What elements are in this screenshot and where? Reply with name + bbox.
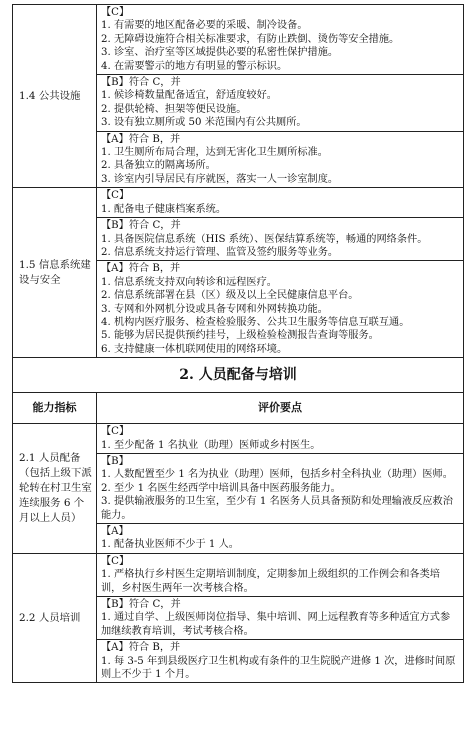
criteria-item: 1. 配备电子健康档案系统。 [101,203,227,215]
level-label: 【C】 [101,426,130,438]
indicator-row [13,5,464,188]
indicator-name: 2.1 人员配备（包括上级下派轮转在村卫生室连续服务 6 个月以上人员） [13,424,97,554]
table-body-section-2-header [13,358,464,424]
table-body-section-2 [13,424,464,683]
level-label: 【C】 [101,7,130,18]
level-label: 【B】符合 C，并 [101,599,181,611]
criteria-item: 1. 严格执行乡村医生定期培训制度，定期参加上级组织的工作例会和各类培训，乡村医生两年一次考核合格。 [101,569,440,594]
criteria-item: 1. 卫生厕所布局合理，达到无害化卫生厕所标准。 [101,147,328,159]
column-header-indicator: 能力指标 [13,393,97,424]
criteria-item: 2. 信息系统部署在县（区）级及以上全民健康信息平台。 [101,290,359,302]
indicator-row [13,188,464,358]
criteria-item: 3. 专网和外网机分设或具备专网和外网转换功能。 [101,303,328,315]
section-title: 2. 人员配备与培训 [13,358,464,393]
criteria-item: 1. 配备执业医师不少于 1 人。 [101,539,239,551]
indicator-name: 1.5 信息系统建设与安全 [13,188,97,358]
level-block [97,260,463,357]
criteria-item: 4. 机构内医疗服务、检查检验服务、公共卫生服务等信息互联互通。 [101,316,410,328]
level-label: 【A】 [101,526,129,537]
criteria-item: 1. 人数配置至少 1 名为执业（助理）医师，包括乡村全科执业（助理）医师。 [101,469,453,481]
level-block [97,596,463,639]
section-title-row [13,358,464,393]
level-label: 【C】 [101,555,130,567]
level-block [97,188,463,217]
table-body-section-1 [13,5,464,358]
criteria-item: 2. 无障碍设施符合相关标准要求，有防止跌倒、烫伤等安全措施。 [101,33,400,45]
criteria-item: 1. 信息系统支持双向转诊和远程医疗。 [101,276,277,288]
criteria-item: 2. 提供轮椅、担架等便民设施。 [101,103,247,115]
criteria-item: 5. 能够为居民提供预约挂号，上级检验检测报告查询等服务。 [101,330,379,342]
level-block [97,131,463,188]
criteria-item: 6. 支持健康一体机联网使用的网络环境。 [101,343,288,355]
criteria-item: 1. 具备医院信息系统（HIS 系统）、医保结算系统等，畅通的网络条件。 [101,233,428,245]
indicator-row [13,424,464,554]
criteria-item: 3. 提供输液服务的卫生室，至少有 1 名医务人员具备预防和处理输液反应救治能力。 [101,496,453,521]
criteria-item: 2. 至少 1 名医生经西学中培训具备中医药服务能力。 [101,482,341,494]
column-header-criteria: 评价要点 [97,393,464,424]
level-block [97,5,463,74]
level-block [97,217,463,260]
indicator-name: 1.4 公共设施 [13,5,97,188]
level-label: 【A】符合 B，并 [101,133,181,145]
level-label: 【A】符合 B，并 [101,642,181,654]
criteria-cell [97,553,464,683]
indicator-row [13,553,464,683]
level-label: 【B】 [101,455,129,467]
criteria-cell [97,5,464,188]
level-label: 【C】 [101,190,130,202]
level-block [97,554,463,596]
criteria-item: 3. 诊室内引导居民有序就医，落实一人一诊室制度。 [101,173,339,185]
level-label: 【A】符合 B，并 [101,263,181,275]
level-block [97,639,463,682]
criteria-item: 3. 设有独立厕所或 50 米范围内有公共厕所。 [101,117,307,129]
criteria-item: 1. 至少配备 1 名执业（助理）医师或乡村医生。 [101,439,321,451]
level-label: 【B】符合 C，并 [101,220,181,232]
level-label: 【B】符合 C，并 [101,77,181,89]
criteria-item: 1. 通过自学、上级医师岗位指导、集中培训、网上远程教育等多种适宜方式参加继续教育培训，考试考核合格。 [101,612,451,637]
criteria-item: 2. 信息系统支持运行管理、监管及签约服务等业务。 [101,246,339,258]
criteria-item: 1. 候诊椅数量配备适宜，舒适度较好。 [101,90,277,102]
criteria-item: 3. 诊室、治疗室等区域提供必要的私密性保护措施。 [101,47,339,59]
level-block [97,453,463,523]
level-block [97,523,463,553]
criteria-item: 2. 具备独立的隔离场所。 [101,160,216,172]
criteria-cell [97,188,464,358]
level-block [97,74,463,131]
level-block [97,424,463,453]
indicator-name: 2.2 人员培训 [13,553,97,683]
criteria-item: 1. 每 3-5 年到县级医疗卫生机构或有条件的卫生院脱产进修 1 次，进修时间原则上不少于 1 个月。 [101,655,456,681]
column-header-row [13,393,464,424]
criteria-item: 4. 在需要警示的地方有明显的警示标识。 [101,60,288,72]
evaluation-table [12,4,464,683]
criteria-cell [97,424,464,554]
criteria-item: 1. 有需要的地区配备必要的采暖、制冷设备。 [101,20,308,32]
